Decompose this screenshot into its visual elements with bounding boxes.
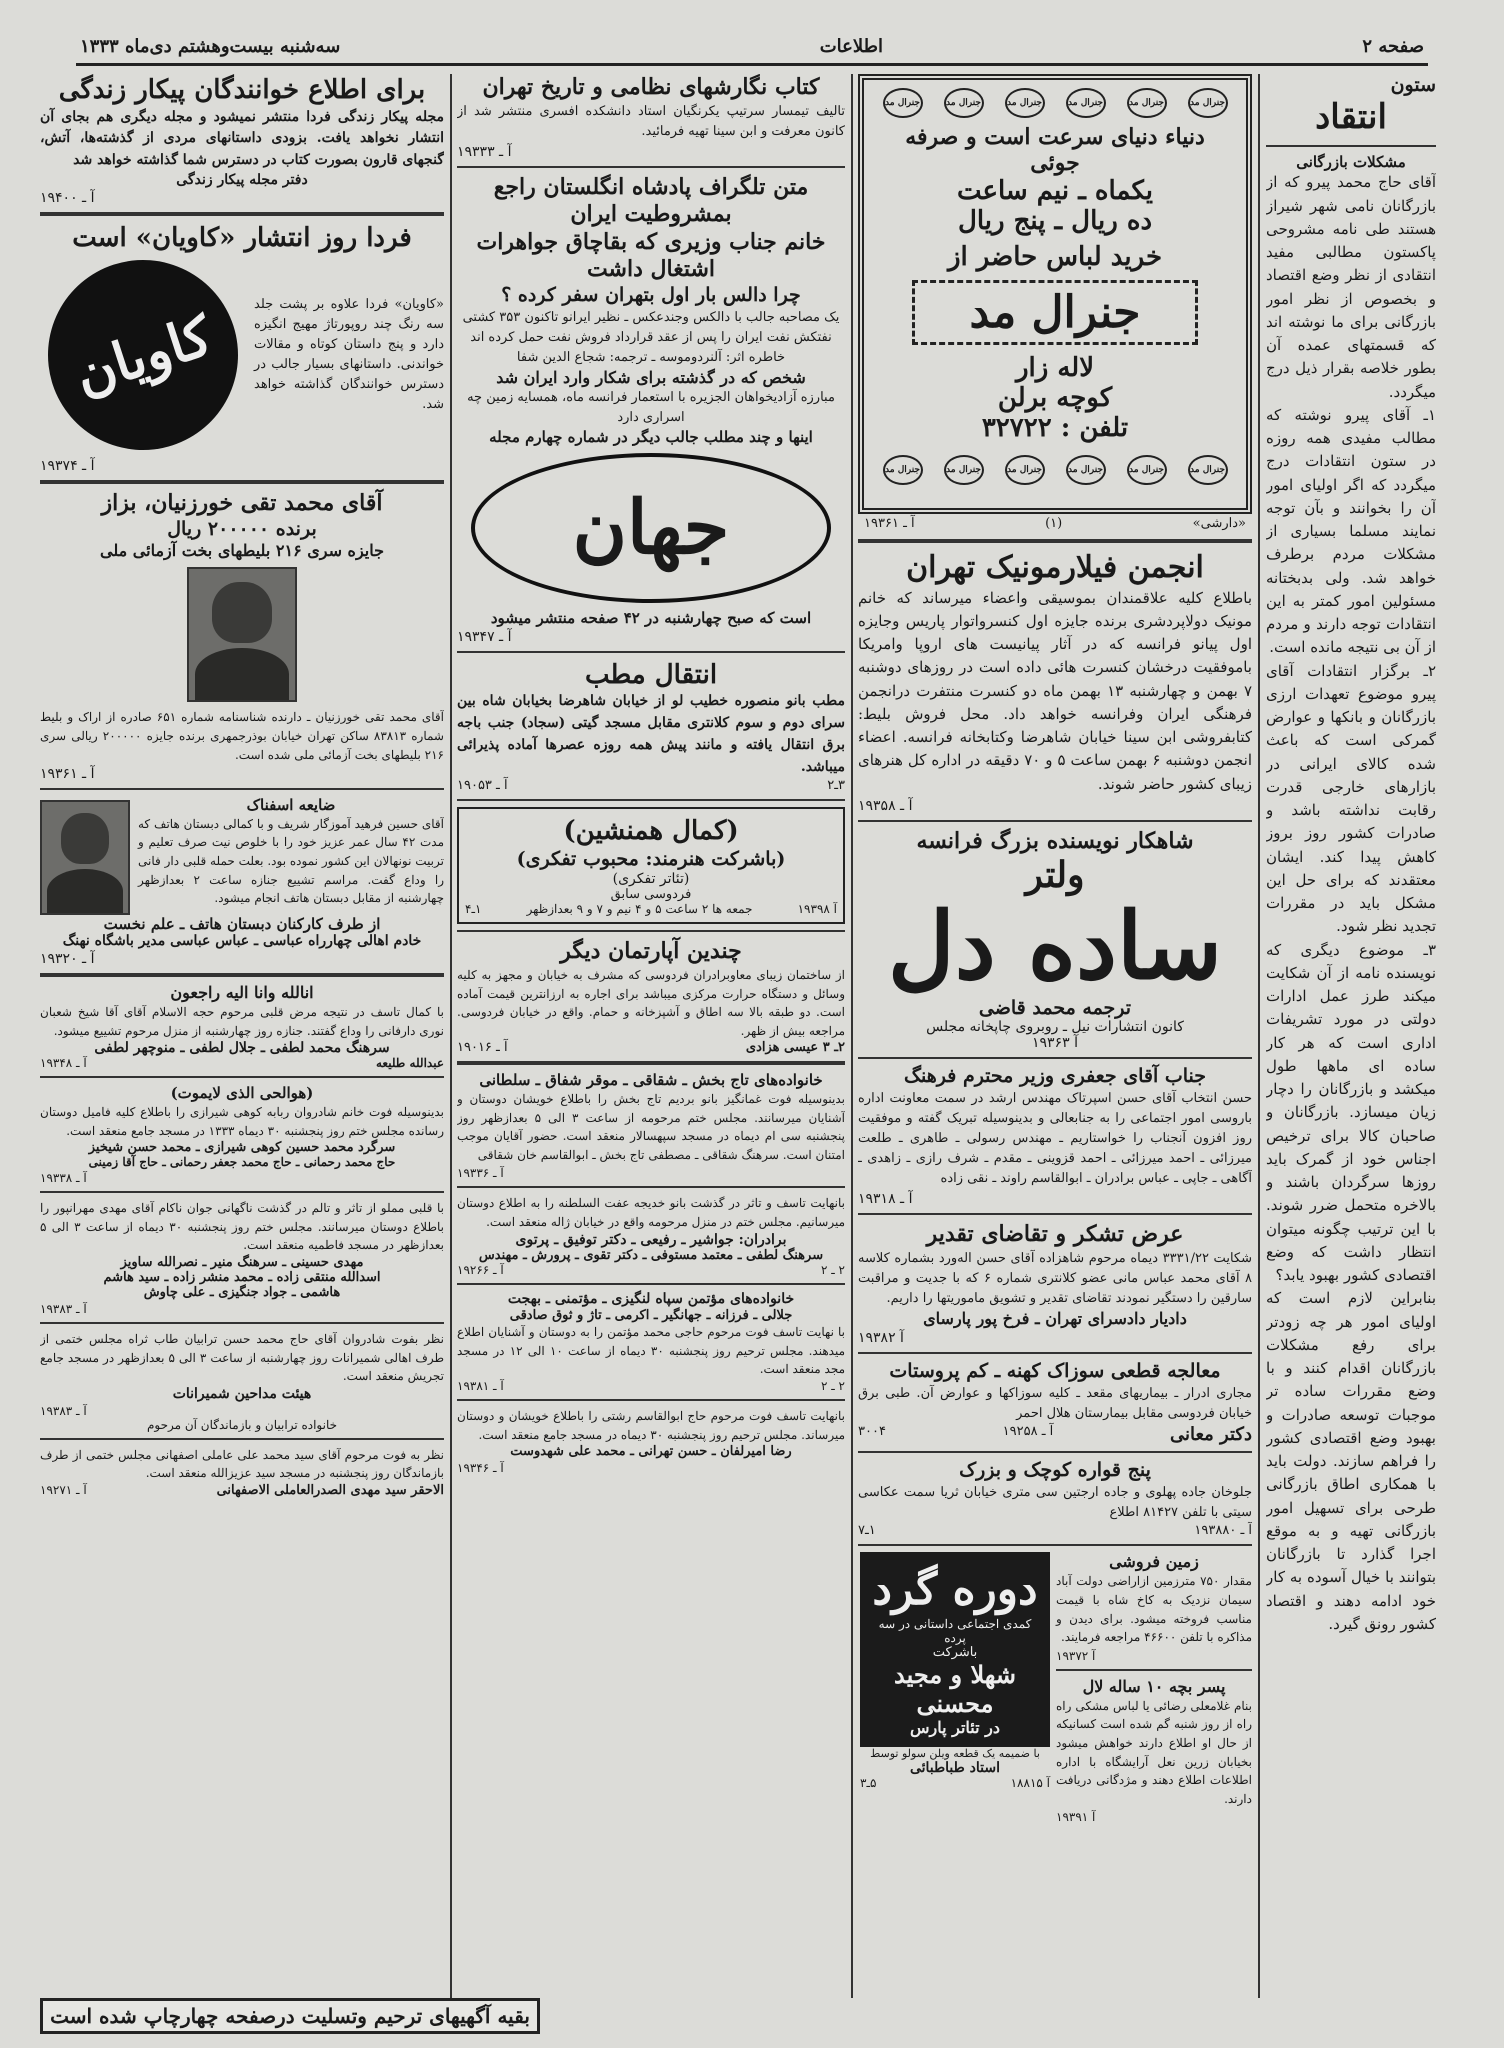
- brand-stamp: جنرال مد: [1066, 455, 1106, 485]
- ad-code: آ ـ ۱۹۰۵۳: [457, 778, 508, 794]
- gratitude-sign: دادیار دادسرای تهران ـ فرخ پور پارسای: [923, 1309, 1187, 1329]
- doregard-subtitle: کمدی اجتماعی داستانی در سه پرده: [878, 1617, 1032, 1646]
- obituary-names: عبدالله طلیعه: [375, 1056, 444, 1071]
- ad-code: آ ۱۹۳۷۲: [1056, 1648, 1096, 1663]
- ad-footer: [858, 514, 1252, 533]
- ad-code: آ ۱۸۸۱۵: [1010, 1776, 1050, 1791]
- kaviyan-body: «کاویان» فردا علاوه بر پشت جلد سه رنگ چند روپورتاژ مهیج انگیزه دارد و پنج داستان کوتاه و مقالات خواندنی. داستانهای بسیار جالب در دسترس خوانندگان گذاشته خواهد شد.: [254, 296, 444, 413]
- obituary-names: سرگرد محمد حسین کوهی شیرازی ـ محمد حسن شیخیز: [88, 1140, 396, 1156]
- column-paragraph: ۱ـ آقای پیرو نوشته که مطالب مفیدی همه روزه در ستون انتقادات درج میگردد که اگر اولیای امور آن را بخوانند و بآن توجه نمایند مسلما بسیاری از مشکلات مردم برطرف خواهد شد. ولی بدبختانه مسئولین امور کمتر به این انتقادات توجه دارند و مردم از آن بی نتیجه مانده است.: [1266, 405, 1436, 657]
- kaviyan-title: فردا روز انتشار «کاویان» است: [72, 222, 412, 253]
- ad-code: آ ـ ۱۹۲۶۶: [457, 1262, 504, 1277]
- land-body: مقدار ۷۵۰ مترزمین ازاراضی دولت آباد سیمان نزدیک به کاخ شاه با قیمت مناسب فروخته میشود. برای دیدن و مذاکره با تلفن ۴۶۶۰۰ مراجعه فرمایند.: [1056, 1574, 1252, 1645]
- doregard-theatre: در تئاتر پارس: [909, 1718, 1000, 1738]
- ad-code: آ ـ ۱۹۰۱۶: [457, 1040, 508, 1056]
- column-rule: [851, 74, 853, 1998]
- rooms-body: جلوخان جاده پهلوی و جاده ارجتین سی متری خیابان ثریا سمت عکاسی سیتی با تلفن ۸۱۴۲۷ اطلاع: [858, 1485, 1252, 1521]
- jewels-headline: خانم جناب وزیری که بقاچاق جواهرات: [476, 228, 826, 255]
- footer-notice: بقیه آگهیهای ترحیم وتسلیت درصفحه چهارچاپ شده است: [40, 1998, 540, 2034]
- ad-code: ۲ ـ ۲: [820, 1378, 845, 1393]
- doregard-stars: شهلا و مجید محسنی: [894, 1660, 1016, 1719]
- apartments-title: چندین آپارتمان دیگر: [560, 938, 742, 965]
- ad-ref: (۱): [1045, 516, 1063, 531]
- page-number: صفحه ۲: [1362, 36, 1424, 57]
- jahan-note: است که صبح چهارشنبه در ۴۲ صفحه منتشر میشود: [490, 608, 812, 627]
- column-rule: [1258, 74, 1260, 1998]
- history-book-title: کتاب نگارشهای نظامی و تاریخ تهران: [482, 74, 820, 100]
- obituary-body: نظر به فوت مرحوم آقای سید محمد علی عاملی اصفهانی مجلس ختمی از طرف بازماندگان روز پنجشنبه در مسجد سید عزیزالله منعقد است.: [40, 1447, 444, 1481]
- doregard-player: استاد طباطبائی: [909, 1760, 1001, 1777]
- obituary-names: برادران: جواشیر ـ رفیعی ـ دکتر توفیق ـ پرتوی: [515, 1231, 787, 1248]
- obituary-names: هاشمی ـ جواد جنگیزی ـ علی چاوش: [143, 1285, 341, 1300]
- telegram-headline: متن تلگراف پادشاه انگلستان راجع: [493, 173, 809, 200]
- classifieds-sub: [1056, 1552, 1252, 1824]
- ad-code: آ ـ ۱۹۳۲۰: [40, 951, 95, 968]
- obituary-title: انالله وانا الیه راجعون: [170, 983, 314, 1003]
- kaviyan-logo: کاویان: [40, 235, 263, 474]
- center-left-column: [457, 74, 845, 1998]
- missing-body: بنام غلامعلی رضائی یا لباس مشکی راه راه از روز شنبه گم شده است کسانیکه از حال او اطلاع دارند خواهش میشود بخیابان زرین نعل آرایشگاه با اداره اطلاعات اطلاع دهند و مژدگانی دریافت دارند.: [1056, 1698, 1252, 1806]
- ad-code: آ ـ ۱۹۳۱۸: [858, 1191, 913, 1208]
- obituary-body: نظر بفوت شادروان آقای حاج محمد حسن ترابیان طاب ثراه مجلس ختمی از طرف اهالی شمیرانات روز چهارشنبه از ساعت ۳ الی ۵ بعدازظهر در مسجد جامع تجریش منعقد است.: [40, 1332, 444, 1384]
- peykar-sign: دفتر مجله پیکار زندگی: [176, 171, 308, 188]
- jahan-logo: جهان: [471, 453, 831, 603]
- ad-code: ۲ ـ ۲: [820, 1262, 845, 1277]
- column-paragraph: بنابراین لازم است که اولیای امور هر چه زودتر برای رفع مشکلات بازرگانان اقدام کنند و با وضع مقررات ساده تر موجبات توسعه صادرات و بهبود وضع اقتصادی کشور را فراهم سازند. دولت باید با همکاری اطاق بازرگانی طرحی برای تسهیل امور بازرگانی تهیه و به موقع اجرا گذارد تا بازرگانان بتوانند با خیال آسوده به کار خود ادامه دهند و اقتصاد کشور رونق گیرد.: [1266, 1289, 1436, 1633]
- brand-stamp: جنرال مد: [1127, 455, 1167, 485]
- ad-code: آ ـ ۱۹۳۷۴: [40, 458, 95, 475]
- doregard-with: باشرکت: [932, 1645, 978, 1661]
- kamal-ad: [457, 807, 845, 924]
- brand-stamp: جنرال مد: [1188, 455, 1228, 485]
- thanks-title: جناب آقای جعفری وزیر محترم فرهنگ: [904, 1064, 1206, 1087]
- office-footer: [457, 778, 845, 793]
- telegram-headline: بمشروطیت ایران: [570, 201, 732, 228]
- magazine-ad: [457, 174, 845, 645]
- column-kicker: ستون: [1390, 74, 1436, 96]
- general-mod-ad: [858, 74, 1252, 514]
- winner-prize: برنده ۲۰۰۰۰۰ ریال: [167, 517, 317, 540]
- obituary-names: مهدی حسینی ـ سرهنگ منیر ـ نصرالله ساویز: [120, 1255, 364, 1270]
- obituary-footer: [457, 1263, 845, 1277]
- ad-code: آ ـ ۱۹۲۷۱: [40, 1482, 87, 1497]
- ad-code: آ ۱۹۳۹۸: [797, 902, 837, 917]
- obituary-names: اسدالله منتقی زاده ـ محمد منشر زاده ـ سید هاشم: [103, 1270, 381, 1285]
- ad-buy: خرید لباس حاضر از: [947, 242, 1163, 272]
- column-subtitle: مشکلات بازرگانی: [1296, 152, 1406, 171]
- ad-code: ۱ـ۴: [465, 902, 482, 917]
- ad-code: آ ـ ۱۹۳۴۷: [457, 628, 512, 645]
- obituary-body: بدینوسیله فوت غمانگیز بانو بردیم تاج بخش را باطلاع خویشان دوستان و آشنایان میرسانند. مجلس ختم مرحومه از ساعت ۳ الی ۵ بعدازظهر روز پنجشنبه سی ام دیماه در مسجد سپهسالار منعقد است. حضور آقایان موجب امتنان است. سرهنگ شقاقی ـ مصطفی تاج بخش ـ ابوالقاسم خان شقاقی: [457, 1092, 845, 1162]
- obituary-names: خانواده ترابیان و بازماندگان آن مرحوم: [146, 1417, 338, 1432]
- clinic-body: مجاری ادرار ـ بیماریهای مقعد ـ کلیه سوزاکها و عوارض آن. طبی برق خیابان فردوسی مقابل بیمارستان هلال احمر: [858, 1386, 1252, 1422]
- paper-name: اطلاعات: [819, 36, 883, 57]
- obituary-names: حاج محمد رحمانی ـ حاج محمد جعفر رحمانی ـ حاج آقا زمینی: [88, 1155, 396, 1170]
- rooms-footer: [858, 1523, 1252, 1538]
- column-paragraph: آقای حاج محمد پیرو که از بازرگانان نامی شهر شیراز هستند طی نامه مشروحی پاکستون مطالبی مفید انتقادی از نظر وضع اقتصاد و بخصوص از نظر امور بازرگانی برای ما نوشته اند که قسمتهای عمده آن بطور خلاصه بقرار ذیل درج میگردد.: [1266, 173, 1436, 401]
- ad-code: آ ۱۹۳۶۳: [1032, 1034, 1078, 1051]
- algeria-line: مبارزه آزادیخواهان الجزیره با استعمار فرانسه ماه، همسایه زمین چه اسراری دارد: [467, 389, 835, 426]
- winner-photo: [187, 567, 297, 702]
- brand-stamp: جنرال مد: [1005, 88, 1045, 118]
- ad-code: آ ـ ۱۹۳۸۸۰: [1194, 1523, 1252, 1539]
- kaviyan-ad: [40, 254, 444, 456]
- kamal-subtitle: (باشرکت هنرمند: محبوب تفکری): [516, 847, 786, 870]
- dulles-body: یک مصاحبه جالب با دالکس وجندعکس ـ نظیر ایرانو تاکنون ۳۵۳ کشتی نفتکش نفت ایران را پس از عقد قرارداد فروش نفت حمل کرده اند: [462, 309, 840, 345]
- column-paragraph: ۲ـ برگزار انتقادات آقای پیرو موضوع تعهدات ارزی بازرگانان و بانکها و عوارض گمرکی است که باعث شده کالای ایرانی در بازارهای خارجی قدرت رقابت نداشته باشد و صادرات کشور روز بروز کاهش پیدا کند. ایشان معتقدند که برای حل این مشکل باید در مقررات تجدید نظر شود.: [1266, 661, 1436, 936]
- obituary-names: جلالی ـ فرزانه ـ جهانگیر ـ اکرمی ـ تاژ و ثوق صادقی: [509, 1308, 793, 1324]
- ad-code: آ ۱۹۳۸۲: [858, 1330, 904, 1347]
- column-title: انتقاد: [1315, 97, 1387, 137]
- brand-stamp: جنرال مد: [1188, 88, 1228, 118]
- ad-code: ۱ـ۷: [858, 1523, 876, 1539]
- ad-code: آ ـ ۱۹۳۶۱: [864, 516, 915, 531]
- ad-code: آ ـ ۱۹۳۸۱: [457, 1378, 504, 1393]
- ad-code: آ ـ ۱۹۳۸۳: [40, 1302, 87, 1316]
- rooms-title: پنج قواره کوچک و بزرک: [959, 1459, 1151, 1482]
- ad-code: آ ـ ۱۹۳۴۸: [40, 1056, 87, 1071]
- gratitude-body: شکایت ۳۳۳۱/۲۲ دیماه مرحوم شاهزاده آقای حسن اله‌ورد بشماره کلاسه ۸ آقای محمد عباس مانی عضو کلانتری شماره ۶ که با جدیت و مراقبت سارقین را دستگیر نمودند تقاضای تقدیر و تشویق ماموریتها را داریم.: [858, 1250, 1252, 1307]
- obituary-body: با قلبی مملو از تاثر و تالم در گذشت ناگهانی جوان ناکام آقای مهدی مهرانپور را باطلاع دوستان میرسانند. مجلس ختم روز پنجشنبه ۳۰ دیماه از ساعت ۳ الی ۵ بعدازظهر در مسجد فاطمیه منعقد است.: [40, 1201, 444, 1253]
- book-publisher: کانون انتشارات نیل ـ روبروی چاپخانه مجلس: [926, 1018, 1184, 1035]
- obituary-body: بدینوسیله فوت خانم شادروان ربابه کوهی شیرازی را باطلاع کلیه فامیل دوستان رسانده مجلس ختم روز پنجشنبه ۳۰ دیماه ۱۳۳۳ در مسجد جامع منعقد است.: [40, 1105, 444, 1138]
- doregard-note: با ضمیمه یک قطعه ویلن سولو توسط: [870, 1747, 1040, 1761]
- book-author: ولتر: [1025, 853, 1085, 896]
- loss-title: ضایعه اسفناک: [246, 796, 336, 815]
- obituary-body: بانهایت تاسف و تاثر در گذشت بانو خدیجه عفت السلطنه را به اطلاع دوستان میرسانیم. مجلس ختم در منزل مرحومه واقع در خیابان ژاله منعقد است.: [457, 1196, 845, 1230]
- history-book-body: تالیف تیمسار سرتیپ یکرنگیان استاد دانشکده افسری منتشر شد از کانون معرفت و ابن سینا تهیه فرمائید.: [457, 103, 845, 139]
- philharmonic-title: انجمن فیلارمونیک تهران: [906, 550, 1204, 585]
- ad-phone: تلفن : ۳۲۷۲۲: [981, 413, 1129, 443]
- book-title: ساده دل: [887, 891, 1223, 1000]
- apartments-sign: ۲ـ ۳ عیسی هزادی: [745, 1040, 845, 1056]
- ad-code: آ ـ ۱۹۳۳۸: [40, 1171, 87, 1186]
- bottom-split: [858, 1552, 1252, 1824]
- missing-title: پسر بچه ۱۰ ساله لال: [1082, 1676, 1226, 1696]
- obituary-title: خانواده‌های مؤتمن سپاه لنگیزی ـ مؤتمنی ـ بهجت: [507, 1290, 795, 1307]
- winner-series: جایزه سری ۲۱۶ بلیطهای بخت آزمائی ملی: [100, 541, 384, 561]
- ad-street: لاله زار: [1015, 353, 1095, 383]
- ad-alley: کوچه برلن: [997, 383, 1113, 413]
- obituary-footer: [40, 1056, 444, 1070]
- teacher-photo: [40, 800, 130, 915]
- brand-stamp: جنرال مد: [1127, 88, 1167, 118]
- kamal-title: (کمال همنشین): [563, 816, 739, 847]
- obituary-names: هیئت مداحین شمیرانات: [172, 1385, 312, 1402]
- obituary-body: بانهایت تاسف فوت مرحوم حاج ابوالقاسم رشتی را باطلاع خویشان و دوستان میرساند. مجلس ترحیم روز پنجشنبه ۳۰ دیماه در مسجد جامع منعقد است.: [457, 1408, 845, 1442]
- center-right-column: [858, 74, 1252, 1998]
- thanks-body: حسن انتخاب آقای حسن اسپرتاک مهندس ارشد در سمت معاونت اداره باروسی امور اجتماعی را به جنابعالی و بدینوسیله تبریک گفته و موفقیت روز افزون آنجناب را خواستاریم ـ مهندس رسولی ـ طاهری ـ طلعت میرزائی ـ احمد میرزائی ـ احمد قزوینی ـ مقدم ـ شرف رازی ـ زاهدی ـ آگاهی ـ جاپی ـ عباس برادران ـ ابوالقاسم راوند ـ نقی زاده: [858, 1090, 1252, 1187]
- masthead: [76, 30, 1428, 66]
- office-title: انتقال مطب: [584, 659, 718, 690]
- brand-stamp: جنرال مد: [944, 88, 984, 118]
- column-paragraph: ۳ـ موضوع دیگری که نویسنده نامه از آن شکایت میکند طرز عمل ادارات دولتی در مورد تشریفات اداری است که هر کار ساده ای ماهها طول میکشد و بازرگانان را دچار زیان میسازد. بازرگانان و صاحبان کالا برای ترخیص اجناس خود از گمرک باید روزها سرگردان باشند و بالاخره متحمل ضرر شوند. با این ترتیب چگونه میتوان انتظار داشت که وضع اقتصادی کشور بهبود یابد؟: [1266, 940, 1436, 1284]
- winner-title: آقای محمد تقی خورزنیان، بزاز: [101, 490, 383, 517]
- office-body: مطب بانو منصوره خطیب لو از خیابان شاهرضا بخیابان شاه بین سرای دوم و سوم کلانتری مقابل مسجد گیتی (سجاد) جنب باجه برق انتقال یافته و مانند پیش همه روزه عصرها آماده پذیرائی میباشد.: [457, 693, 845, 775]
- kamal-times: جمعه ها ۲ ساعت ۵ و ۴ نیم و ۷ و ۹ بعدازظهر: [526, 902, 753, 917]
- obituary-title: (هوالحی الذی لایموت): [170, 1084, 314, 1103]
- brand-stamp: جنرال مد: [944, 455, 984, 485]
- peykar-title: برای اطلاع خوانندگان پیکار زندگی: [58, 75, 426, 105]
- brand-frame: [912, 280, 1198, 345]
- loss-body: آقای حسین فرهید آموزگار شریف و با کمالی دبستان هاتف که مدت ۴۲ سال عمر عزیز خود را با خلوص نیت صرف تعلیم و تربیت نونهالان این کشور نموده بود. بعلت حمله قلبی دار فانی را وداع گفت. مراسم تشییع جنازه ساعت ۲ بعدازظهر چهارشنبه از مقابل دبستان هاتف انجام میشود.: [138, 816, 444, 906]
- brand-stamp: جنرال مد: [883, 88, 923, 118]
- hunter-headline: شخص که در گذشته برای شکار وارد ایران شد: [496, 367, 806, 387]
- winner-body: آقای محمد تقی خورزنیان ـ دارنده شناسنامه شماره ۶۵۱ صادره از اراک و بلیط شماره ۸۳۸۱۳ ساکن تهران خیابان بوذرجمهری برنده جایزه ۲۰۰۰۰۰ ریالی سری ۲۱۶ بلیطهای بخت آزمائی ملی شده است.: [40, 710, 444, 762]
- jewels-headline: اشتغال داشت: [586, 256, 716, 283]
- ad-code: ۳ـ۲: [827, 778, 845, 794]
- loss-notice: [40, 796, 444, 915]
- brand-stamp: جنرال مد: [883, 455, 923, 485]
- ad-code: آ ـ ۱۹۳۵۸: [858, 797, 913, 814]
- stamp-border: [872, 455, 1238, 485]
- ad-code: ۵ـ۳: [860, 1776, 877, 1791]
- obituary-footer: [40, 1483, 444, 1498]
- obituary-title: خانواده‌های تاج بخش ـ شقاقی ـ موقر شفاق ـ سلطانی: [479, 1071, 823, 1090]
- ad-code: آ ـ ۱۹۲۵۸: [1002, 1424, 1054, 1440]
- left-column: [40, 74, 444, 1998]
- obituary-body: با نهایت تاسف فوت مرحوم حاجی محمد مؤتمن را به دوستان و آشنایان اطلاع میدهند. مجلس ترحیم روز پنجشنبه ۳۰ دیماه از ساعت ۱۰ الی ۱۲ در مسجد مجد منعقد است.: [457, 1325, 845, 1377]
- doregard-title: دوره گرد: [872, 1564, 1038, 1616]
- ad-code: آ ۱۹۳۹۱: [1056, 1810, 1096, 1825]
- obituary-names: الاحقر سید مهدی الصدرالعاملی الاصفهانی: [216, 1482, 444, 1498]
- ad-row: ده ریال ـ پنج ریال: [957, 206, 1153, 236]
- obituary-names: رضا امیرلفان ـ حسن تهرانی ـ محمد علی شهدوست: [510, 1444, 792, 1460]
- ad-code: آ ـ ۱۹۳۴۶: [457, 1461, 504, 1476]
- criticism-column: [1266, 74, 1436, 1998]
- clinic-doctor: دکتر معانی: [1169, 1424, 1252, 1446]
- obituary-names: سرهنگ محمد لطفی ـ جلال لطفی ـ منوچهر لطفی: [94, 1040, 390, 1057]
- book-translator: ترجمه محمد قاضی: [978, 996, 1132, 1019]
- ad-row: یکماه ـ نیم ساعت: [956, 176, 1154, 206]
- loss-sign: از طرف کارکنان دبستان هاتف ـ علم نخست: [103, 915, 381, 934]
- kamal-footer: [465, 902, 837, 916]
- brand-name: جنرال مد: [969, 287, 1141, 338]
- ad-code: آ ـ ۱۹۴۰۰: [40, 189, 95, 206]
- gratitude-title: عرض تشکر و تقاضای تقدیر: [926, 1221, 1184, 1248]
- obituary-names: سرهنگ لطفی ـ معتمد مستوفی ـ دکتر تقوی ـ پرورش ـ مهندس: [478, 1247, 824, 1263]
- clinic-footer: [858, 1424, 1252, 1445]
- doregard-box: [860, 1552, 1050, 1747]
- obituary-footer: [457, 1379, 845, 1393]
- doregard-ad: [860, 1552, 1050, 1824]
- issue-date: سه‌شنبه بیست‌وهشتم دی‌ماه ۱۳۳۳: [80, 36, 341, 57]
- obituary-body: با کمال تاسف در نتیجه مرض قلبی مرحوم حجه الاسلام آقای آقا شیخ شعبان نوری دارفانی را وداع گفتند. جنازه روز چهارشنبه از منزل مرحوم تشییع میشود.: [40, 1005, 444, 1038]
- kamal-theatre: (تئاتر تفکری): [612, 871, 690, 888]
- ad-code: آ ـ ۱۹۳۸۳: [40, 1403, 87, 1418]
- ad-code: آ ـ ۱۹۳۳۶: [457, 1166, 504, 1181]
- magazine-teaser: اینها و چند مطلب جالب دیگر در شماره چهارم مجله: [489, 428, 813, 447]
- column-rule: [450, 74, 452, 1998]
- book-kicker: شاهکار نویسنده بزرگ فرانسه: [916, 827, 1194, 854]
- brand-stamp: جنرال مد: [1005, 455, 1045, 485]
- philharmonic-body: باطلاع کلیه علاقمندان بموسیقی واعضاء میرساند که خانم مونیک دولاپردشری برنده جایزه اول کنسرواتوار پاریس وجایزه اول پیانو فرانسه که در آثار پیانیست های اروپا وامریکا باموفقیت درخشان کنسرت هائی داده است در روزهای دوشنبه ۷ بهمن و چهارشنبه ۱۳ بهمن ماه دو کنسرت منتفرت درانجمن فرهنگی ایران وفرانسه خواهد داد. محل فروش بلیط: کتابفروشی ابن سینا خیابان شاهرضا وکتابخانه فرانسه. اعضاء انجمن دوشنبه ۶ بهمن ساعت ۵ و ۷۰ دقیقه در اداره کل هنرهای زیبای کشور حاضر شوند.: [858, 588, 1252, 793]
- clinic-title: معالجه قطعی سوزاک کهنه ـ کم پروستات: [889, 1360, 1221, 1383]
- stamp-border: [872, 88, 1238, 118]
- ad-code: آ ـ ۱۹۳۳۳: [457, 143, 512, 160]
- kamal-location: فردوسی سابق: [610, 887, 692, 903]
- loss-sign: خادم اهالی چهارراه عباسی ـ عباس عباسی مدیر باشگاه نهنگ: [62, 933, 422, 950]
- dulles-headline: چرا دالس بار اول بتهران سفر کرده ؟: [501, 283, 801, 306]
- apartments-footer: [457, 1040, 845, 1055]
- ad-code: آ ـ ۱۹۳۶۱: [40, 766, 95, 783]
- ad-code: ۳۰۰۴: [858, 1424, 886, 1440]
- ad-tagline: دنیاء دنیای سرعت است و صرفه جوئی: [905, 124, 1205, 176]
- land-title: زمین فروشی: [1109, 1552, 1199, 1572]
- doregard-footer: [860, 1776, 1050, 1790]
- memory-line: خاطره اثر: آلنردوموسه ـ ترجمه: شجاع الدین شفا: [516, 349, 786, 365]
- ad-source: «دارشی»: [1192, 516, 1246, 531]
- peykar-body: مجله پیکار زندگی فردا منتشر نمیشود و مجله دیگری هم بجای آن انتشار نخواهد یافت. بزودی داستانهای مردی از گذشته‌ها، آتش، گنجهای قارون بصورت کتاب در دسترس شما گذاشته خواهد شد: [40, 108, 444, 168]
- apartments-body: از ساختمان زیبای معاوبرادران فردوسی که مشرف به خیابان و مجهز به کلیه وسائل و دستگاه حرارت مرکزی میباشد برای اجاره به ارزانترین قیمت آماده است. دو طبقه بالا سه اطاق و آشپزخانه و حمام. واقع در خیابان فردوسی. مراجعه بیش از ظهر.: [457, 967, 845, 1038]
- brand-stamp: جنرال مد: [1066, 88, 1106, 118]
